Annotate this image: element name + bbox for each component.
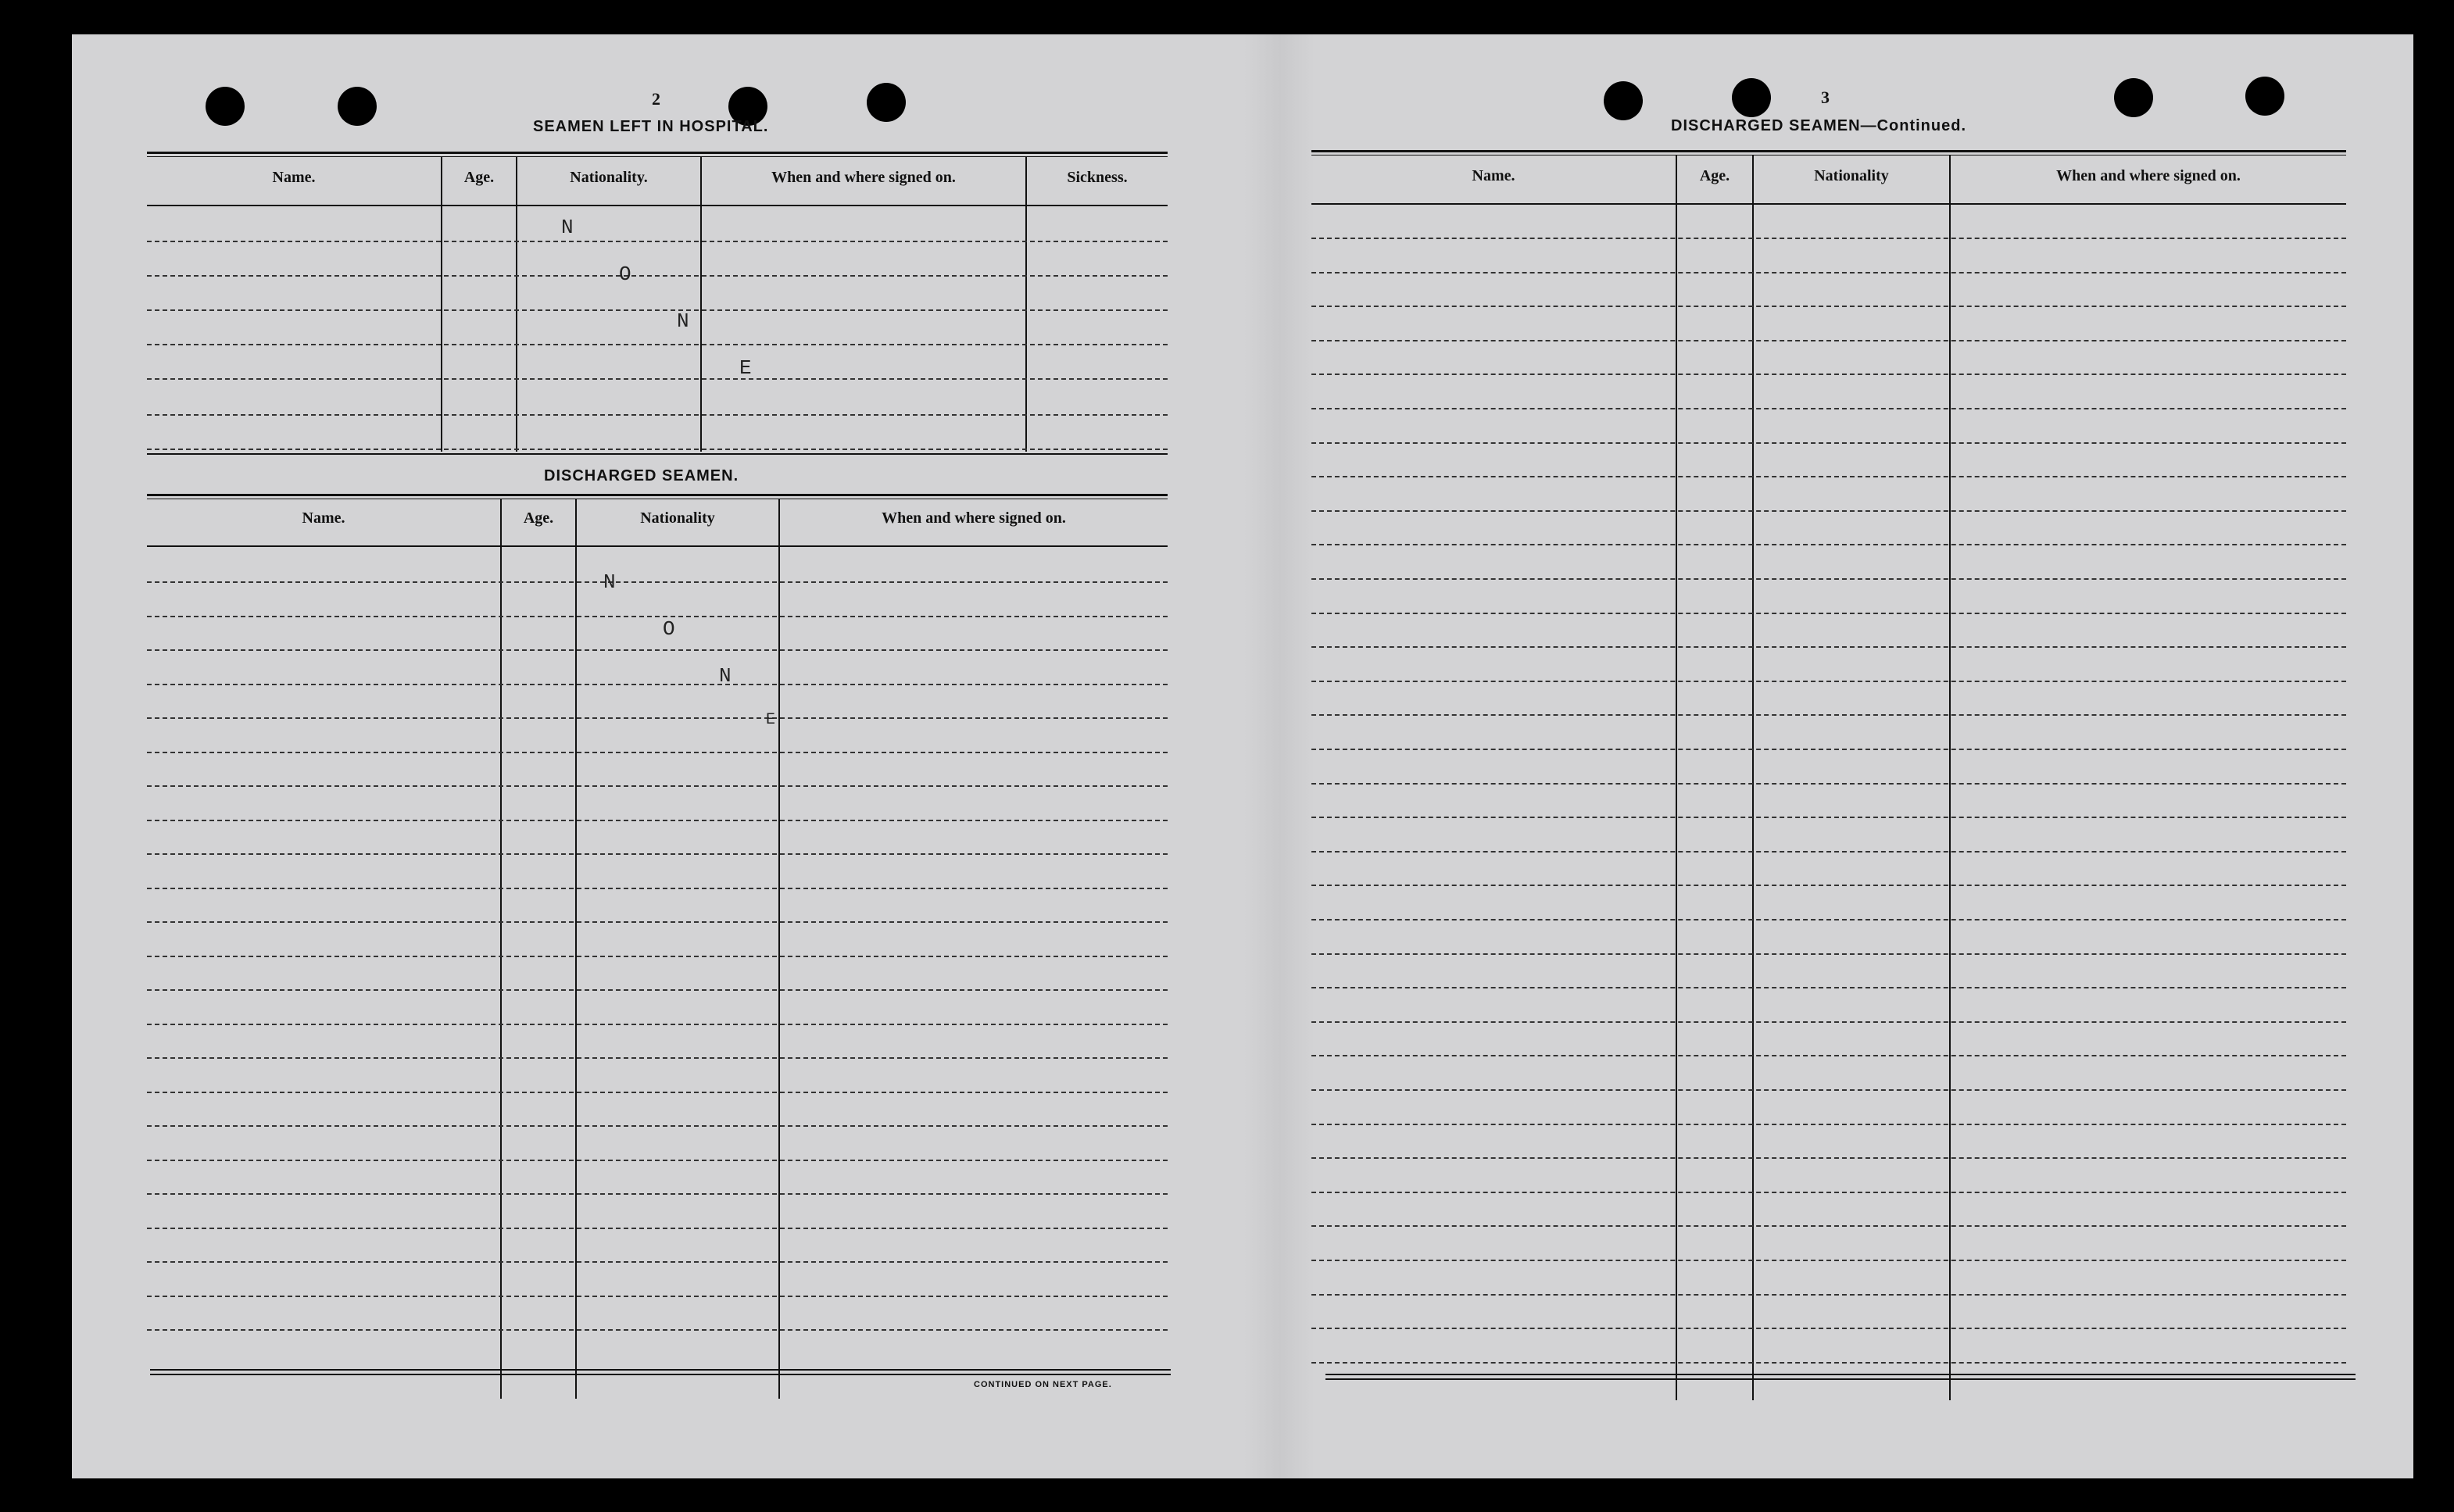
punch-hole [338,87,377,126]
table-top-rule [147,156,1168,157]
column-divider [575,499,577,1399]
entry-line [1311,885,2346,886]
entry-line [147,853,1168,855]
punch-hole [1604,81,1643,120]
entry-line [147,1296,1168,1297]
entry-line [1311,1225,2346,1227]
entry-line [147,717,1168,719]
entry-line [147,1125,1168,1127]
entry-line [1311,340,2346,341]
entry-line [1311,817,2346,818]
typed-entry-letter: O [663,617,675,641]
entry-line [147,378,1168,380]
column-header-age: Age. [463,169,495,186]
column-header-name: Name. [1472,167,1515,184]
column-header-nationality: Nationality [640,509,715,527]
typed-entry-letter: E [766,711,776,729]
entry-line [147,616,1168,617]
entry-line [1311,374,2346,375]
entry-line [1311,714,2346,716]
entry-line [147,1024,1168,1025]
entry-line [147,241,1168,242]
column-divider [441,156,442,452]
column-header-signed-on: When and where signed on. [882,509,1066,527]
entry-line [1311,510,2346,512]
entry-line [147,1092,1168,1093]
entry-line [147,309,1168,311]
typed-entry-letter: E [739,356,752,380]
entry-line [1311,1260,2346,1261]
entry-line [1311,442,2346,444]
entry-line [1311,613,2346,614]
entry-line [1311,783,2346,785]
entry-line [1311,646,2346,648]
discharged-section-title: DISCHARGED SEAMEN. [544,467,739,484]
punch-hole [2114,78,2153,117]
typed-entry-letter: N [561,216,574,239]
table-bottom-rule [150,1374,1171,1375]
table-bottom-rule [150,1369,1171,1371]
table-bottom-rule [1325,1378,2356,1380]
column-divider [778,499,780,1399]
header-rule [147,545,1168,547]
punch-hole [1732,78,1771,117]
entry-line [147,1329,1168,1331]
header-rule [1311,203,2346,205]
entry-line [1311,238,2346,239]
entry-line [147,820,1168,821]
entry-line [1311,1328,2346,1329]
column-header-age: Age. [523,509,554,527]
entry-line [147,414,1168,416]
punch-hole [2245,77,2284,116]
column-header-name: Name. [302,509,345,527]
discharged-continued-title: DISCHARGED SEAMEN—Continued. [1671,117,1966,134]
entry-line [1311,749,2346,750]
typed-entry-letter: O [619,263,631,286]
column-header-name: Name. [272,169,316,186]
entry-line [147,888,1168,889]
entry-line [147,921,1168,923]
entry-line [147,1228,1168,1229]
column-divider [1949,155,1951,1400]
typed-entry-letter: N [603,570,616,594]
entry-line [1311,272,2346,273]
entry-line [1311,578,2346,580]
column-header-signed-on: When and where signed on. [771,169,956,186]
table-bottom-rule [1325,1374,2356,1375]
entry-line [1311,408,2346,409]
entry-line [147,275,1168,277]
continued-note: CONTINUED ON NEXT PAGE. [974,1380,1112,1389]
column-divider [1752,155,1754,1400]
table-top-rule [147,494,1168,496]
entry-line [1311,1055,2346,1056]
entry-line [1311,1192,2346,1193]
entry-line [147,649,1168,651]
center-fold [1244,34,1315,1478]
table-top-rule [147,152,1168,154]
column-divider [1676,155,1677,1400]
entry-line [1311,1157,2346,1159]
table-top-rule [1311,150,2346,152]
column-header-nationality: Nationality. [570,169,648,186]
entry-line [1311,1124,2346,1125]
column-divider [516,156,517,452]
entry-line [147,1193,1168,1195]
entry-line [1311,476,2346,477]
entry-line [1311,544,2346,545]
column-divider [500,499,502,1399]
page-number: 2 [652,89,660,109]
column-header-sickness: Sickness. [1067,169,1128,186]
entry-line [1311,681,2346,682]
entry-line [1311,987,2346,988]
typed-entry-letter: N [719,664,732,688]
document-spread [72,34,2413,1478]
punch-hole [867,83,906,122]
entry-line [1311,851,2346,853]
entry-line [1311,919,2346,920]
entry-line [147,785,1168,787]
column-divider [700,156,702,452]
entry-line [147,989,1168,991]
entry-line [1311,1362,2346,1364]
entry-line [147,1160,1168,1161]
column-header-age: Age. [1699,167,1730,184]
entry-line [1311,1294,2346,1296]
entry-line [1311,1021,2346,1023]
entry-line [147,581,1168,583]
entry-line [147,752,1168,753]
column-header-signed-on: When and where signed on. [2056,167,2241,184]
entry-line [1311,1089,2346,1091]
page-number: 3 [1821,88,1830,107]
entry-line [1311,306,2346,307]
entry-line [147,1057,1168,1059]
entry-line [147,1261,1168,1263]
hospital-section-title: SEAMEN LEFT IN HOSPITAL. [533,118,769,135]
punch-hole [206,87,245,126]
entry-line [147,956,1168,957]
entry-line [147,449,1168,450]
entry-line [1311,953,2346,955]
entry-line [147,684,1168,685]
column-divider [1025,156,1027,452]
column-header-nationality: Nationality [1814,167,1889,184]
header-rule [147,205,1168,206]
entry-line [147,344,1168,345]
typed-entry-letter: N [677,309,689,333]
section-rule [147,453,1168,455]
